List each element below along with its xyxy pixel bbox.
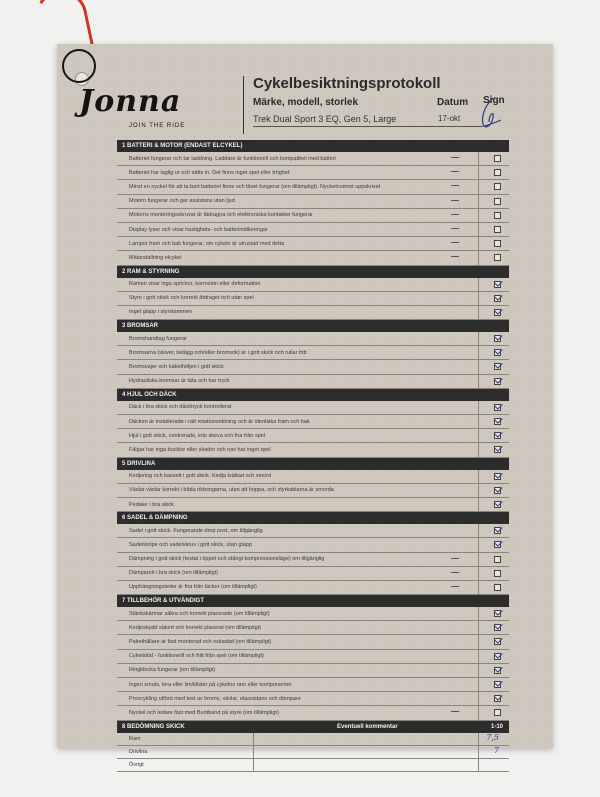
checkbox[interactable]	[494, 695, 501, 702]
not-applicable-dash	[451, 711, 459, 712]
column-divider	[478, 692, 479, 705]
checkbox[interactable]	[494, 473, 501, 480]
checklist-item-text: Inget glapp i styrstammen	[129, 309, 192, 316]
checklist-row	[117, 237, 509, 251]
signature-icon	[475, 96, 505, 136]
date-value: 17-okt	[438, 114, 461, 123]
sign-label: Sign	[483, 95, 505, 106]
comment-label: Eventuell kommentar	[337, 723, 398, 730]
checkbox[interactable]	[494, 363, 501, 370]
column-divider	[253, 746, 254, 758]
rating-row	[117, 746, 509, 759]
column-divider	[478, 195, 479, 208]
column-divider	[478, 524, 479, 537]
not-applicable-dash	[451, 157, 459, 158]
checklist-row	[117, 706, 509, 720]
not-applicable-dash	[451, 256, 459, 257]
column-divider	[478, 180, 479, 193]
column-divider	[478, 650, 479, 663]
column-divider	[478, 706, 479, 719]
checklist-item-text: Pakethållare är fast monterad och oskadad (om tillämpligt)	[129, 639, 272, 646]
column-divider	[478, 401, 479, 414]
checklist-item-text: Display lyser och visar hastighets- och batteriindikeringar	[129, 226, 268, 233]
not-applicable-dash	[451, 586, 459, 587]
section-header: 6 SADEL & DÄMPNING	[117, 512, 509, 524]
checkbox[interactable]	[494, 527, 501, 534]
column-divider	[478, 470, 479, 483]
checklist-item-text: Däck i bra skick och däcktryck kontrollerat	[129, 404, 232, 411]
checkbox[interactable]	[494, 254, 501, 261]
rating-value[interactable]: 7	[493, 745, 499, 755]
rating-label: Övrigt	[129, 761, 144, 768]
checkbox[interactable]	[494, 610, 501, 617]
column-divider	[253, 733, 254, 745]
column-divider	[478, 664, 479, 677]
column-divider	[478, 278, 479, 291]
checklist-item-text: Batteriet har laglig ur och sätts in. Det finns inget spel eller tröghet	[129, 169, 290, 176]
checklist-item-text: Ringklocka fungerar (om tillämpligt)	[129, 667, 216, 674]
rating-label: Ram	[129, 735, 141, 742]
checklist-item-text: Sadel i gott skick. Fungerande drop post, om tillgänglig	[129, 527, 263, 534]
column-divider	[478, 375, 479, 388]
column-divider	[478, 498, 479, 511]
section-header: 1 BATTERI & MOTOR (ENDAST ELCYKEL)	[117, 140, 509, 152]
checklist-item-text: Upphängningsleder är fria från läckor (om tillämpligt)	[129, 584, 257, 591]
checkbox[interactable]	[494, 281, 501, 288]
checkbox[interactable]	[494, 169, 501, 176]
checklist-item-text: Hjul i gott skick, centrerade, inte skeva och fria från spel	[129, 432, 266, 439]
column-divider	[478, 538, 479, 551]
checkbox[interactable]	[494, 309, 501, 316]
checklist-item-text: Däcken är installerade i rätt rotationsriktning och är identiska fram och bak	[129, 418, 310, 425]
rating-label: Drivlina	[129, 748, 148, 755]
checkbox[interactable]	[494, 240, 501, 247]
checklist-row	[117, 567, 509, 581]
checkbox[interactable]	[494, 446, 501, 453]
checklist-row	[117, 223, 509, 237]
checklist-item-text: Växlar växlar korrekt i båda riktningarna, utan att hoppa, och styrkablarna är smorda	[129, 487, 334, 494]
checklist-row	[117, 278, 509, 292]
checkbox[interactable]	[494, 541, 501, 548]
checkbox[interactable]	[494, 709, 501, 716]
checklist-item-text: Bromshandtag fungerar	[129, 335, 187, 342]
column-divider	[478, 635, 479, 648]
checklist-item-text: Provcykling utförd med test av broms, växlar, elassistans och dämpare	[129, 695, 301, 702]
section-header: 3 BROMSAR	[117, 320, 509, 332]
column-divider	[253, 759, 254, 771]
checkbox[interactable]	[494, 226, 501, 233]
rating-row	[117, 733, 509, 746]
not-applicable-dash	[451, 228, 459, 229]
checklist-row	[117, 443, 509, 457]
checklist-row	[117, 415, 509, 429]
checkbox[interactable]	[494, 681, 501, 688]
section-header: 2 RAM & STYRNING	[117, 266, 509, 278]
checklist-item-text: Kedjering och kassett i gott skick. Kedja tvättad och smord	[129, 473, 272, 480]
checklist-row	[117, 292, 509, 306]
checklist-item-text: Dämpning i gott skick (testat i öppet och stängt kompressionsläge) om tillgänglig	[129, 556, 325, 563]
checkbox[interactable]	[494, 432, 501, 439]
section-header: 7 TILLBEHÖR & UTVÄNDIGT	[117, 595, 509, 607]
checklist-item-text: Hydrauliska bromsar är täta och har tryck	[129, 378, 230, 385]
not-applicable-dash	[451, 558, 459, 559]
column-divider	[478, 415, 479, 428]
not-applicable-dash	[451, 242, 459, 243]
checklist-row	[117, 538, 509, 552]
checklist-row	[117, 607, 509, 621]
checklist-item-text: Styre i gott skick och korrekt åtdraget och utan spel	[129, 295, 254, 302]
checklist-item-text: Fälgar har inga bucklor eller skador och nav har inget spel	[129, 446, 271, 453]
checklist-item-text: Minst en nyckel för att ta bort batteriet finns och låset fungerar (om tillämpligt). Nyckelnumret uppskrivet	[129, 183, 381, 190]
checklist-item-text: Ramen visar inga sprickor, korrosion eller deformation	[129, 281, 261, 288]
checklist-row	[117, 498, 509, 512]
column-divider	[478, 581, 479, 594]
checklist-row	[117, 251, 509, 265]
rating-row	[117, 759, 509, 772]
column-divider	[478, 621, 479, 634]
checklist-item-text: Dämparolr i bra skick (om tillämpligt)	[129, 570, 218, 577]
column-divider	[478, 553, 479, 566]
checklist-item-text: Bromsvajer och kabelhöljen i gott skick	[129, 364, 224, 371]
column-divider	[478, 733, 479, 745]
checklist-row	[117, 664, 509, 678]
column-divider	[478, 746, 479, 758]
checkbox[interactable]	[494, 378, 501, 385]
checklist-item-text: Motorn fungerar och ger assistans utan ljud	[129, 198, 235, 205]
checkbox[interactable]	[494, 624, 501, 631]
checkbox[interactable]	[494, 667, 501, 674]
not-applicable-dash	[451, 185, 459, 186]
checklist-row	[117, 360, 509, 374]
checklist-item-text: Batteriet fungerar och tar laddning. Laddare är funktionell och kompatibel med batteri	[129, 155, 336, 162]
column-divider	[478, 443, 479, 456]
column-divider	[478, 292, 479, 305]
scale-label: 1-10	[490, 723, 503, 730]
checklist-row	[117, 484, 509, 498]
column-divider	[478, 484, 479, 497]
column-divider	[478, 346, 479, 359]
column-divider	[478, 759, 479, 771]
checklist-row	[117, 678, 509, 692]
section-header: 5 DRIVLINA	[117, 458, 509, 470]
rating-title: 8 BEDÖMNING SKICK	[122, 723, 185, 730]
checkbox[interactable]	[494, 183, 501, 190]
column-divider	[478, 223, 479, 236]
checkbox[interactable]	[494, 584, 501, 591]
checklist-row	[117, 581, 509, 595]
checklist-item-text: Ingen smuts, lera eller lim/klister på cykelns ram eller komponenter	[129, 681, 292, 688]
column-divider	[478, 209, 479, 222]
checklist-row	[117, 470, 509, 484]
checklist-row	[117, 553, 509, 567]
column-divider	[478, 166, 479, 179]
logo-subtitle: JOIN THE RIDE	[129, 123, 186, 129]
checklist-row	[117, 401, 509, 415]
checklist-row	[117, 195, 509, 209]
checklist-item-text: Sadelstolpe och sadelskruv i gott skick, utan glapp	[129, 541, 252, 548]
checkbox[interactable]	[494, 501, 501, 508]
checklist-item-text: Motorns monteringsskruvar är åtdragna och elektroniska kontakter fungerar	[129, 212, 313, 219]
column-divider	[478, 332, 479, 345]
column-divider	[478, 567, 479, 580]
column-divider	[478, 678, 479, 691]
column-divider	[478, 251, 479, 264]
checklist-item-text: Bromsarna (skiver, belägg och/eller bromsok) är i gott skick och rullar fritt	[129, 349, 307, 356]
rating-section-header	[117, 721, 509, 733]
column-divider	[478, 152, 479, 165]
checklist-row	[117, 650, 509, 664]
checkbox[interactable]	[494, 653, 501, 660]
model-label: Märke, modell, storlek	[253, 97, 359, 108]
not-applicable-dash	[451, 171, 459, 172]
checkbox[interactable]	[494, 638, 501, 645]
checklist-row	[117, 621, 509, 635]
section-header: 4 HJUL OCH DÄCK	[117, 389, 509, 401]
inspection-sheet	[57, 44, 553, 768]
checklist-row	[117, 209, 509, 223]
not-applicable-dash	[451, 200, 459, 201]
checkbox[interactable]	[494, 295, 501, 302]
model-value: Trek Dual Sport 3 EQ, Gen 5, Large	[253, 114, 397, 124]
column-divider	[478, 607, 479, 620]
checkbox[interactable]	[494, 556, 501, 563]
checklist-item-text: Kedjeskydd säkert och korrekt placerat (om tillämpligt)	[129, 624, 262, 631]
checkbox[interactable]	[494, 335, 501, 342]
checkbox[interactable]	[494, 418, 501, 425]
checkbox[interactable]	[494, 404, 501, 411]
checklist-row	[117, 524, 509, 538]
column-divider	[478, 306, 479, 319]
checklist-item-text: Nyckel och ledare fäst med Buntband på styre (om tillämpligt)	[129, 709, 279, 716]
checklist-item-text: Lampor fram och bak fungerar, om cykeln är utrustad med detta	[129, 240, 285, 247]
rating-value[interactable]: 7,5	[486, 732, 499, 742]
checklist-item-text: Cykelstöd - funktionellt och fritt från spel (om tillämpligt)	[129, 653, 264, 660]
checklist-row	[117, 635, 509, 649]
column-divider	[478, 237, 479, 250]
checklist-row	[117, 346, 509, 360]
not-applicable-dash	[451, 214, 459, 215]
datum-label: Datum	[437, 97, 469, 108]
checklist-row	[117, 332, 509, 346]
checklist-row	[117, 429, 509, 443]
checkbox[interactable]	[494, 198, 501, 205]
checklist-row	[117, 375, 509, 389]
not-applicable-dash	[451, 572, 459, 573]
checklist-item-text: Stänkskärmar säkra och korrekt placerade (om tillämpligt)	[129, 610, 270, 617]
page-title: Cykelbesiktningsprotokoll	[253, 75, 441, 92]
model-underline	[253, 126, 483, 127]
checkbox[interactable]	[494, 212, 501, 219]
checklist-row	[117, 152, 509, 166]
checkbox[interactable]	[494, 349, 501, 356]
logo-text: Jonna	[79, 84, 182, 119]
checklist-table	[117, 140, 509, 772]
checklist-item-text: Pedaler i bra skick	[129, 501, 174, 508]
checklist-item-text: Mätarstallning elcykel	[129, 254, 182, 261]
checkbox[interactable]	[494, 487, 501, 494]
checklist-row	[117, 180, 509, 194]
checklist-row	[117, 166, 509, 180]
checklist-row	[117, 692, 509, 706]
checkbox[interactable]	[494, 570, 501, 577]
header-divider	[243, 76, 244, 134]
column-divider	[478, 360, 479, 373]
column-divider	[478, 429, 479, 442]
checklist-row	[117, 306, 509, 320]
checkbox[interactable]	[494, 155, 501, 162]
